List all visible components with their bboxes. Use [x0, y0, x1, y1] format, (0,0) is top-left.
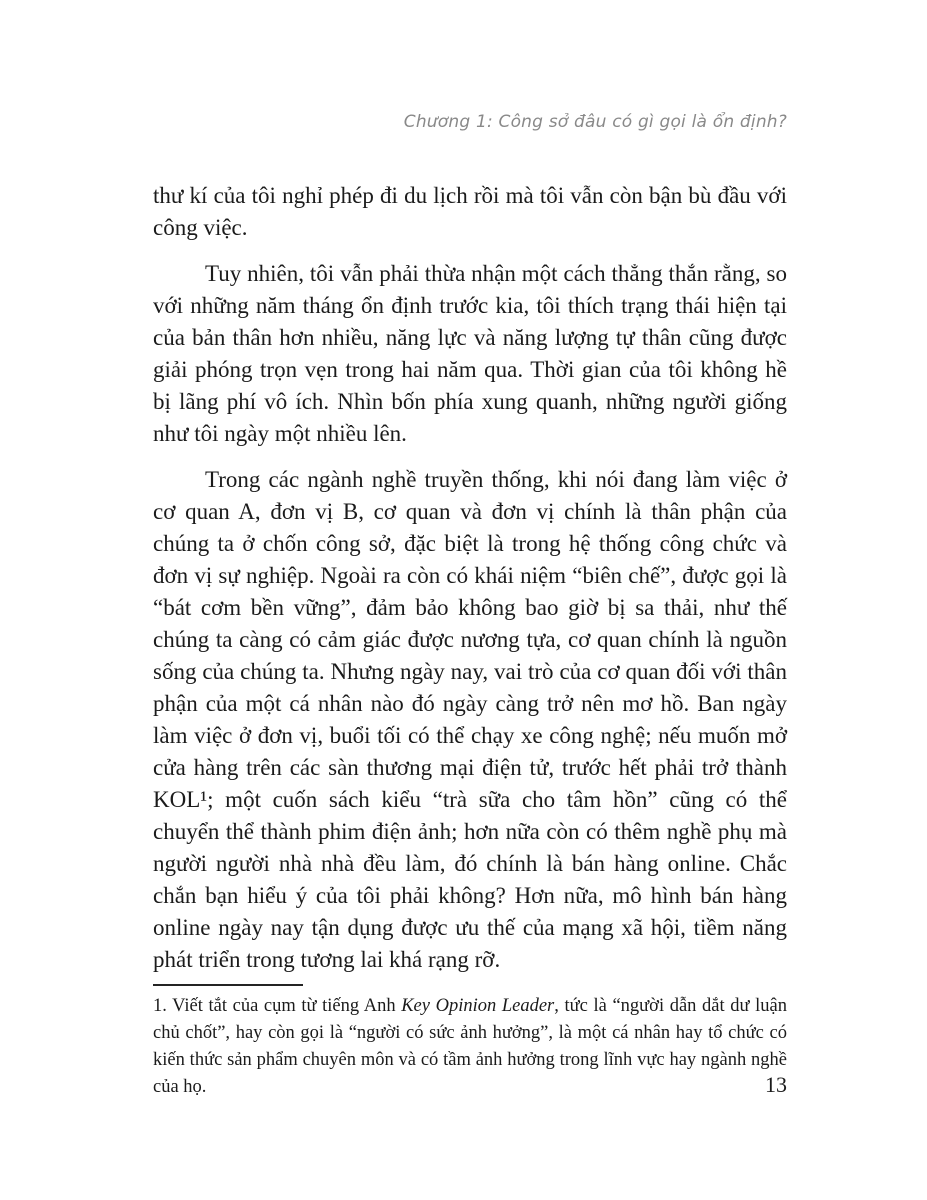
footnote-text-italic: Key Opinion Leader: [401, 996, 555, 1016]
page-number: 13: [765, 1072, 787, 1097]
footnote: [153, 993, 787, 1101]
paragraph: Tuy nhiên, tôi vẫn phải thừa nhận một cách thẳng thắn rằng, so với những năm tháng ổn định trước kia, tôi thích trạng thái hiện tại của bản thân hơn nhiều, năng lực và năng lượng tự thân cũng được giải phóng trọn vẹn trong hai năm qua. Thời gian của tôi không hề bị lãng phí vô ích. Nhìn bốn phía xung quanh, những người giống như tôi ngày một nhiều lên.: [153, 261, 787, 446]
footnote-text-prefix: 1. Viết tắt của cụm từ tiếng Anh: [153, 996, 402, 1016]
footnote-text-suffix: , tức là “người dẫn dắt dư luận chủ chốt”, hay còn gọi là “người có sức ảnh hưởng”, là một cá nhân hay tổ chức có kiến thức sản phẩm chuyên môn và có tầm ảnh hưởng trong lĩnh vực hay ngành nghề của họ.: [153, 996, 787, 1097]
paragraph: Trong các ngành nghề truyền thống, khi nói đang làm việc ở cơ quan A, đơn vị B, cơ quan và đơn vị chính là thân phận của chúng ta ở chốn công sở, đặc biệt là trong hệ thống công chức và đơn vị sự nghiệp. Ngoài ra còn có khái niệm “biên chế”, được gọi là “bát cơm bền vững”, đảm bảo không bao giờ bị sa thải, như thế chúng ta càng có cảm giác được nương tựa, cơ quan chính là nguồn sống của chúng ta. Nhưng ngày nay, vai trò của cơ quan đối với thân phận của một cá nhân nào đó ngày càng trở nên mơ hồ. Ban ngày làm việc ở đơn vị, buổi tối có thể chạy xe công nghệ; nếu muốn mở cửa hàng trên các sàn thương mại điện tử, trước hết phải trở thành KOL¹; một cuốn sách kiểu “trà sữa cho tâm hồn” cũng có thể chuyển thể thành phim điện ảnh; hơn nữa còn có thêm nghề phụ mà người người nhà nhà đều làm, đó chính là bán hàng online. Chắc chắn bạn hiểu ý của tôi phải không? Hơn nữa, mô hình bán hàng online ngày nay tận dụng được ưu thế của mạng xã hội, tiềm năng phát triển trong tương lai khá rạng rỡ.: [153, 467, 787, 972]
running-header: Chương 1: Công sở đâu có gì gọi là ổn định?: [403, 112, 787, 132]
footnote-block: [153, 984, 787, 1101]
paragraph-continuation: thư kí của tôi nghỉ phép đi du lịch rồi mà tôi vẫn còn bận bù đầu với công việc.: [153, 183, 787, 240]
footnote-separator: [153, 984, 303, 986]
body-text: [153, 180, 787, 976]
